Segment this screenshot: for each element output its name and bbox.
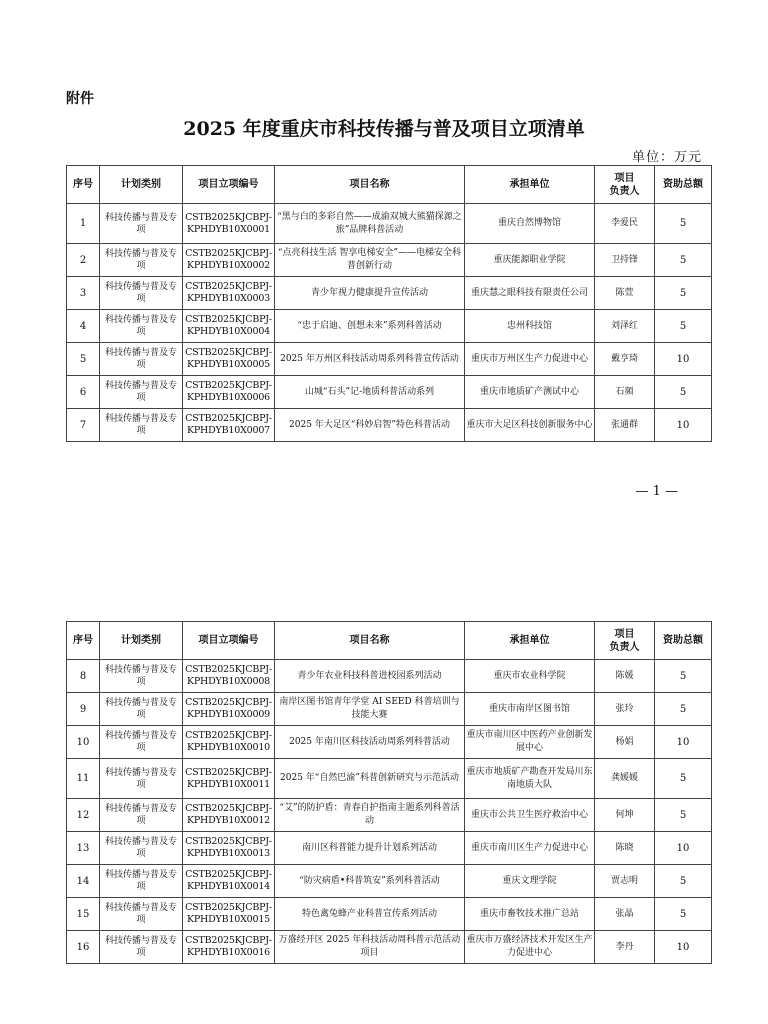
cell-amount: 10 [655,832,712,865]
cell-name: 南川区科普能力提升计划系列活动 [275,832,465,865]
header-col-unit: 承担单位 [465,622,595,660]
header-col-amount: 资助总额 [655,622,712,660]
table-header-row [67,166,712,204]
cell-no: 2 [67,244,100,277]
cell-code: CSTB2025KJCBPJ-KPHDYB10X0010 [183,726,275,759]
cell-category: 科技传播与普及专项 [100,376,183,409]
table-row [67,759,712,799]
cell-leader: 李丹 [595,931,655,964]
cell-unit: 重庆慧之眼科技有限责任公司 [465,277,595,310]
cell-leader: 陈媛 [595,660,655,693]
cell-no: 5 [67,343,100,376]
cell-name: 青少年视力健康提升宣传活动 [275,277,465,310]
cell-no: 14 [67,865,100,898]
cell-no: 6 [67,376,100,409]
project-table-2 [66,621,712,964]
cell-code: CSTB2025KJCBPJ-KPHDYB10X0013 [183,832,275,865]
cell-category: 科技传播与普及专项 [100,693,183,726]
cell-code: CSTB2025KJCBPJ-KPHDYB10X0015 [183,898,275,931]
cell-no: 1 [67,204,100,244]
table-row [67,865,712,898]
cell-unit: 重庆市畜牧技术推广总站 [465,898,595,931]
table-row [67,244,712,277]
cell-no: 7 [67,409,100,442]
document-title: 2025 年度重庆市科技传播与普及项目立项清单 [183,118,585,140]
cell-code: CSTB2025KJCBPJ-KPHDYB10X0003 [183,277,275,310]
cell-amount: 5 [655,693,712,726]
cell-name: “点亮科技生活 智享电梯安全”——电梯安全科普创新行动 [275,244,465,277]
cell-unit: 重庆文理学院 [465,865,595,898]
header-col-category: 计划类别 [100,166,183,204]
cell-leader: 陈萱 [595,277,655,310]
cell-no: 10 [67,726,100,759]
cell-code: CSTB2025KJCBPJ-KPHDYB10X0002 [183,244,275,277]
header-col-name: 项目名称 [275,622,465,660]
cell-category: 科技传播与普及专项 [100,244,183,277]
cell-no: 13 [67,832,100,865]
cell-category: 科技传播与普及专项 [100,277,183,310]
cell-amount: 5 [655,898,712,931]
cell-no: 11 [67,759,100,799]
cell-category: 科技传播与普及专项 [100,660,183,693]
table-row [67,277,712,310]
cell-category: 科技传播与普及专项 [100,310,183,343]
table-row [67,799,712,832]
cell-unit: 重庆自然博物馆 [465,204,595,244]
cell-amount: 10 [655,409,712,442]
cell-unit: 重庆市南川区生产力促进中心 [465,832,595,865]
header-col-name: 项目名称 [275,166,465,204]
cell-leader: 陈晓 [595,832,655,865]
cell-leader: 张通群 [595,409,655,442]
cell-category: 科技传播与普及专项 [100,898,183,931]
cell-name: 南岸区图书馆青年学堂 AI SEED 科普培训与技能大赛 [275,693,465,726]
cell-unit: 重庆能源职业学院 [465,244,595,277]
cell-no: 16 [67,931,100,964]
cell-category: 科技传播与普及专项 [100,409,183,442]
cell-amount: 10 [655,931,712,964]
cell-leader: 卫持锋 [595,244,655,277]
cell-name: “黑与白的多彩自然——成渝双城大熊猫探源之旅”品牌科普活动 [275,204,465,244]
cell-unit: 重庆市南川区中医药产业创新发展中心 [465,726,595,759]
cell-code: CSTB2025KJCBPJ-KPHDYB10X0014 [183,865,275,898]
cell-unit: 重庆市公共卫生医疗救治中心 [465,799,595,832]
cell-code: CSTB2025KJCBPJ-KPHDYB10X0006 [183,376,275,409]
cell-unit: 重庆市万州区生产力促进中心 [465,343,595,376]
cell-unit: 重庆市南岸区图书馆 [465,693,595,726]
table-header-row [67,622,712,660]
table-row [67,204,712,244]
cell-leader: 张晶 [595,898,655,931]
cell-category: 科技传播与普及专项 [100,759,183,799]
table-row [67,409,712,442]
cell-name: “防灾病盾•科普筑安”系列科普活动 [275,865,465,898]
table-row [67,931,712,964]
table-row [67,898,712,931]
table-row [67,726,712,759]
header-col-code: 项目立项编号 [183,622,275,660]
cell-no: 12 [67,799,100,832]
cell-name: 2025 年“自然巴渝”科普创新研究与示范活动 [275,759,465,799]
cell-name: 特色禽兔蜂产业科普宣传系列活动 [275,898,465,931]
cell-amount: 5 [655,310,712,343]
cell-amount: 5 [655,865,712,898]
unit-label: 单位：万元 [631,150,702,165]
cell-leader: 李爱民 [595,204,655,244]
table-row [67,310,712,343]
cell-category: 科技传播与普及专项 [100,931,183,964]
cell-no: 8 [67,660,100,693]
cell-amount: 5 [655,204,712,244]
cell-code: CSTB2025KJCBPJ-KPHDYB10X0011 [183,759,275,799]
cell-name: “忠于启迪、创想未来”系列科普活动 [275,310,465,343]
cell-amount: 10 [655,343,712,376]
cell-unit: 重庆市万盛经济技术开发区生产力促进中心 [465,931,595,964]
table-row [67,832,712,865]
cell-code: CSTB2025KJCBPJ-KPHDYB10X0009 [183,693,275,726]
header-col-leader: 项目 负责人 [595,622,655,660]
cell-no: 4 [67,310,100,343]
cell-amount: 5 [655,244,712,277]
cell-category: 科技传播与普及专项 [100,726,183,759]
cell-code: CSTB2025KJCBPJ-KPHDYB10X0005 [183,343,275,376]
cell-leader: 张玲 [595,693,655,726]
cell-category: 科技传播与普及专项 [100,204,183,244]
cell-unit: 重庆市地质矿产测试中心 [465,376,595,409]
table-row [67,343,712,376]
cell-unit: 忠州科技馆 [465,310,595,343]
cell-amount: 5 [655,759,712,799]
cell-amount: 5 [655,277,712,310]
cell-amount: 10 [655,726,712,759]
cell-code: CSTB2025KJCBPJ-KPHDYB10X0004 [183,310,275,343]
cell-unit: 重庆市农业科学院 [465,660,595,693]
cell-category: 科技传播与普及专项 [100,343,183,376]
project-table-1 [66,165,712,442]
cell-leader: 戴亨琦 [595,343,655,376]
cell-name: 2025 年万州区科技活动周系列科普宣传活动 [275,343,465,376]
cell-name: 2025 年大足区“科妙启智”特色科普活动 [275,409,465,442]
header-col-unit: 承担单位 [465,166,595,204]
cell-no: 9 [67,693,100,726]
table-row [67,693,712,726]
header-col-amount: 资助总额 [655,166,712,204]
cell-name: 山城“石头”记-地质科普活动系列 [275,376,465,409]
cell-leader: 龚媛媛 [595,759,655,799]
cell-no: 15 [67,898,100,931]
cell-code: CSTB2025KJCBPJ-KPHDYB10X0001 [183,204,275,244]
cell-code: CSTB2025KJCBPJ-KPHDYB10X0016 [183,931,275,964]
cell-category: 科技传播与普及专项 [100,832,183,865]
cell-leader: 杨娟 [595,726,655,759]
table-body [67,204,712,442]
header-col-no: 序号 [67,166,100,204]
cell-leader: 贾志明 [595,865,655,898]
cell-code: CSTB2025KJCBPJ-KPHDYB10X0008 [183,660,275,693]
cell-unit: 重庆市大足区科技创新服务中心 [465,409,595,442]
cell-leader: 刘泽红 [595,310,655,343]
table-row [67,660,712,693]
header-col-no: 序号 [67,622,100,660]
cell-amount: 5 [655,660,712,693]
cell-leader: 何坤 [595,799,655,832]
cell-code: CSTB2025KJCBPJ-KPHDYB10X0012 [183,799,275,832]
attachment-label: 附件 [66,91,94,107]
cell-amount: 5 [655,376,712,409]
page-number: — 1 — [635,484,678,499]
cell-unit: 重庆市地质矿产勘查开发局川东南地质大队 [465,759,595,799]
cell-name: 青少年农业科技科普进校园系列活动 [275,660,465,693]
cell-name: 2025 年南川区科技活动周系列科普活动 [275,726,465,759]
cell-no: 3 [67,277,100,310]
table-row [67,376,712,409]
cell-name: “艾”的防护盾：青春自护指南主题系列科普活动 [275,799,465,832]
cell-leader: 石頻 [595,376,655,409]
cell-category: 科技传播与普及专项 [100,799,183,832]
cell-category: 科技传播与普及专项 [100,865,183,898]
cell-name: 万盛经开区 2025 年科技活动周科普示范活动项目 [275,931,465,964]
cell-code: CSTB2025KJCBPJ-KPHDYB10X0007 [183,409,275,442]
header-col-category: 计划类别 [100,622,183,660]
cell-amount: 5 [655,799,712,832]
table-body [67,660,712,964]
header-col-leader: 项目 负责人 [595,166,655,204]
header-col-code: 项目立项编号 [183,166,275,204]
